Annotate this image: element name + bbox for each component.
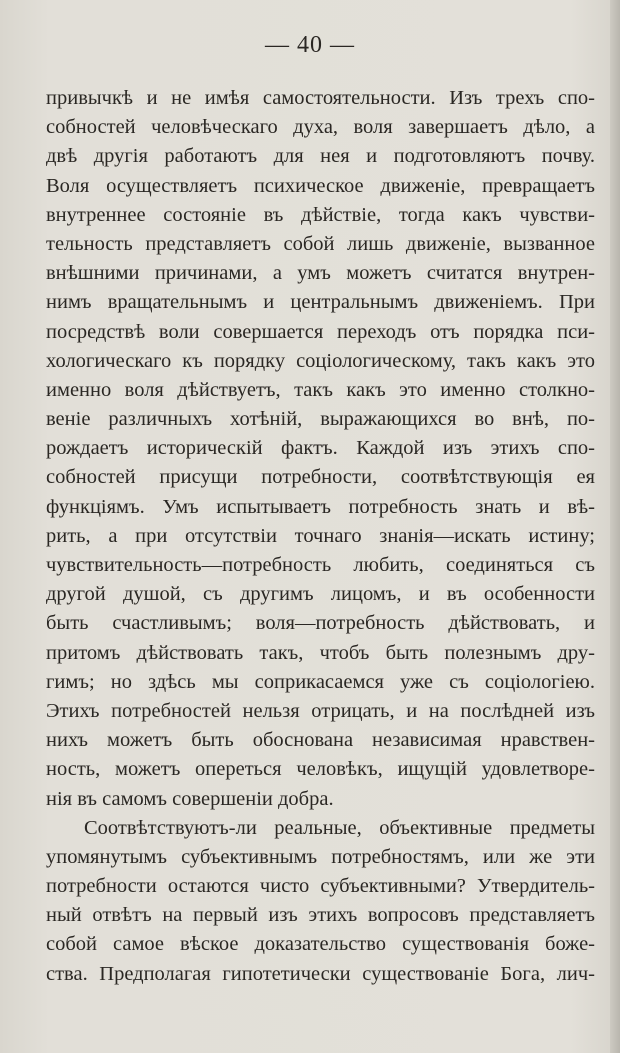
text-line: гимъ; но здѣсь мы соприкасаемся уже съ соціологіею. xyxy=(46,670,595,693)
text-line: собой самое вѣское доказательство существованія боже- xyxy=(46,933,595,956)
page-edge xyxy=(610,0,620,1053)
text-line: двѣ другія работаютъ для нея и подготовляютъ почву. xyxy=(46,145,595,168)
text-line: Воля осуществляетъ психическое движеніе, превращаетъ xyxy=(46,174,595,197)
text-line: тельность представляетъ собой лишь движеніе, вызванное xyxy=(46,232,595,255)
text-line: ный отвѣтъ на первый изъ этихъ вопросовъ представляетъ xyxy=(46,904,595,927)
text-line: внѣшними причинами, а умъ можетъ считатся внутрен- xyxy=(46,262,595,285)
text-line: именно воля дѣйствуетъ, такъ какъ это именно столкно- xyxy=(46,378,595,401)
body-text xyxy=(46,84,595,989)
text-line: функціямъ. Умъ испытываетъ потребность знать и вѣ- xyxy=(46,495,595,518)
paragraph-first-line: Соотвѣтствуютъ-ли реальные, объективные предметы xyxy=(84,816,595,839)
text-line: рить, а при отсутствіи точнаго знанія—искать истину; xyxy=(46,524,595,547)
text-line: нимъ вращательнымъ и центральнымъ движеніемъ. При xyxy=(46,291,595,314)
text-line: ность, можетъ опереться человѣкъ, ищущій удовлетворе- xyxy=(46,758,595,781)
text-line: привычкѣ и не имѣя самостоятельности. Изъ трехъ спо- xyxy=(46,87,595,109)
text-line: нихъ можетъ быть обоснована независимая нравствен- xyxy=(46,729,595,752)
text-line: упомянутымъ субъективнымъ потребностямъ, или же эти xyxy=(46,845,595,868)
text-line: собностей человѣческаго духа, воля завершаетъ дѣло, а xyxy=(46,116,595,139)
paragraph-last-line: нія въ самомъ совершеніи добра. xyxy=(46,787,334,810)
text-line: чувствительность—потребность любить, соединяться съ xyxy=(46,554,595,576)
text-line: Этихъ потребностей нельзя отрицать, и на послѣдней изъ xyxy=(46,699,595,722)
text-line: потребности остаются чисто субъективными? Утвердитель- xyxy=(46,875,595,898)
page-number: — 40 — xyxy=(265,32,355,58)
text-line: посредствѣ воли совершается переходъ отъ порядка пси- xyxy=(46,320,595,343)
text-line: другой душой, съ другимъ лицомъ, и въ особенности xyxy=(46,583,595,606)
text-line: ства. Предполагая гипотетически существованіе Бога, лич- xyxy=(46,962,595,985)
text-line: хологическаго къ порядку соціологическому, такъ какъ это xyxy=(46,349,595,372)
text-line: притомъ дѣйствовать такъ, чтобъ быть полезнымъ дру- xyxy=(46,641,595,664)
text-line: собностей присущи потребности, соотвѣтствующія ея xyxy=(46,466,595,489)
text-line: быть счастливымъ; воля—потребность дѣйствовать, и xyxy=(46,612,595,635)
text-line: внутреннее состояніе въ дѣйствіе, тогда какъ чувстви- xyxy=(46,203,595,226)
text-line: рождаетъ историческій фактъ. Каждой изъ этихъ спо- xyxy=(46,437,595,460)
text-line: веніе различныхъ хотѣній, выражающихся во внѣ, по- xyxy=(46,408,595,431)
